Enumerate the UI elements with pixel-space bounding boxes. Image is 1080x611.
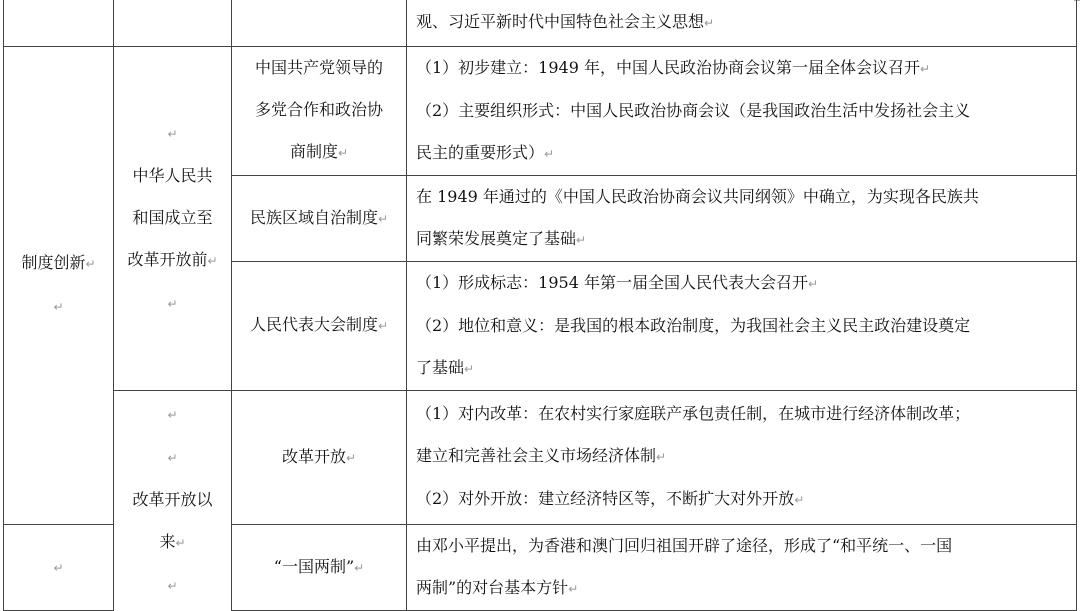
content-line: （2）主要组织形式：中国人民政治协商会议（是我国政治生活中发扬社会主义 bbox=[416, 100, 971, 120]
table-row bbox=[4, 46, 1077, 175]
paragraph-mark: ↵ bbox=[656, 450, 667, 464]
content-cell bbox=[407, 175, 1077, 261]
category-cell bbox=[4, 524, 114, 610]
period-label-line: 改革开放以 bbox=[132, 490, 213, 510]
content-cell bbox=[407, 261, 1077, 390]
paragraph-mark: ↵ bbox=[345, 450, 357, 465]
system-cell bbox=[232, 261, 407, 390]
paragraph-mark: ↵ bbox=[337, 146, 349, 160]
system-label-line: 商制度 bbox=[289, 142, 338, 161]
content-line: （1）对内改革：在农村实行家庭联产承包责任制，在城市进行经济体制改革； bbox=[416, 404, 971, 423]
system-cell bbox=[232, 46, 407, 175]
system-cell bbox=[232, 175, 407, 261]
content-cell bbox=[407, 46, 1077, 175]
paragraph-mark: ↵ bbox=[53, 560, 64, 575]
paragraph-mark: ↵ bbox=[576, 232, 587, 247]
cell-empty bbox=[114, 0, 232, 46]
content-line: （1）初步建立：1949 年，中国人民政治协商会议第一届全体会议召开 bbox=[416, 57, 920, 77]
paragraph-mark: ↵ bbox=[167, 451, 178, 466]
paragraph-mark: ↵ bbox=[167, 579, 178, 594]
system-label-line: 中国共产党领导的 bbox=[254, 58, 383, 77]
period-cell bbox=[114, 390, 232, 610]
paragraph-mark: ↵ bbox=[704, 16, 715, 31]
system-label: 改革开放 bbox=[281, 446, 346, 466]
paragraph-mark: ↵ bbox=[167, 296, 178, 311]
paragraph-mark: ↵ bbox=[920, 61, 931, 76]
system-cell bbox=[232, 524, 407, 610]
system-cell bbox=[232, 390, 407, 524]
content-cell bbox=[407, 390, 1077, 524]
system-label: “一国两制” bbox=[273, 556, 355, 576]
system-label-line: 多党合作和政治协 bbox=[254, 100, 383, 119]
category-cell bbox=[4, 46, 114, 524]
content-cell bbox=[407, 0, 1077, 46]
paragraph-mark: ↵ bbox=[175, 536, 186, 551]
content-cell bbox=[407, 524, 1077, 610]
system-label: 民族区域自治制度 bbox=[249, 207, 378, 227]
content-line: （2）地位和意义：是我国的根本政治制度，为我国社会主义民主政治建设奠定 bbox=[416, 315, 971, 335]
paragraph-mark: ↵ bbox=[354, 560, 365, 575]
content-line: （2）对外开放：建立经济特区等，不断扩大对外开放 bbox=[416, 489, 795, 508]
table-row bbox=[4, 390, 1077, 524]
content-line: 民主的重要形式） bbox=[416, 142, 545, 162]
period-label-line: 和国成立至 bbox=[132, 207, 213, 227]
period-label-line: 中华人民共 bbox=[132, 165, 213, 185]
content-line: 同繁荣发展奠定了基础 bbox=[416, 228, 577, 248]
paragraph-mark: ↵ bbox=[808, 276, 819, 291]
content-line: 由邓小平提出，为香港和澳门回归祖国开辟了途径，形成了“和平统一、一国 bbox=[416, 535, 953, 555]
paragraph-mark: ↵ bbox=[794, 493, 805, 507]
cell-empty bbox=[232, 0, 407, 46]
paragraph-mark: ↵ bbox=[53, 300, 64, 314]
table-row bbox=[4, 0, 1077, 46]
cell-empty bbox=[4, 0, 114, 46]
history-table bbox=[3, 0, 1077, 611]
paragraph-mark: ↵ bbox=[544, 146, 555, 161]
content-line: 两制”的对台基本方针 bbox=[416, 577, 569, 597]
paragraph-mark: ↵ bbox=[207, 253, 218, 268]
period-cell bbox=[114, 46, 232, 390]
period-label-line: 来 bbox=[159, 532, 176, 552]
content-line: 在 1949 年通过的《中国人民政治协商会议共同纲领》中确立，为实现各民族共 bbox=[416, 186, 979, 206]
paragraph-mark: ↵ bbox=[167, 126, 178, 141]
content-line: 建立和完善社会主义市场经济体制 bbox=[416, 446, 657, 465]
category-label: 制度创新 bbox=[21, 253, 86, 272]
paragraph-mark: ↵ bbox=[464, 361, 475, 376]
content-line: （1）形成标志：1954 年第一届全国人民代表大会召开 bbox=[416, 272, 808, 292]
paragraph-mark: ↵ bbox=[167, 408, 178, 423]
system-label: 人民代表大会制度 bbox=[249, 315, 378, 334]
paragraph-mark: ↵ bbox=[568, 581, 579, 596]
content-line: 了基础 bbox=[416, 357, 465, 377]
period-label-line: 改革开放前 bbox=[127, 249, 208, 269]
paragraph-mark: ↵ bbox=[377, 319, 389, 333]
content-text: 观、习近平新时代中国特色社会主义思想 bbox=[416, 12, 705, 32]
paragraph-mark: ↵ bbox=[85, 257, 96, 271]
paragraph-mark: ↵ bbox=[377, 211, 389, 226]
